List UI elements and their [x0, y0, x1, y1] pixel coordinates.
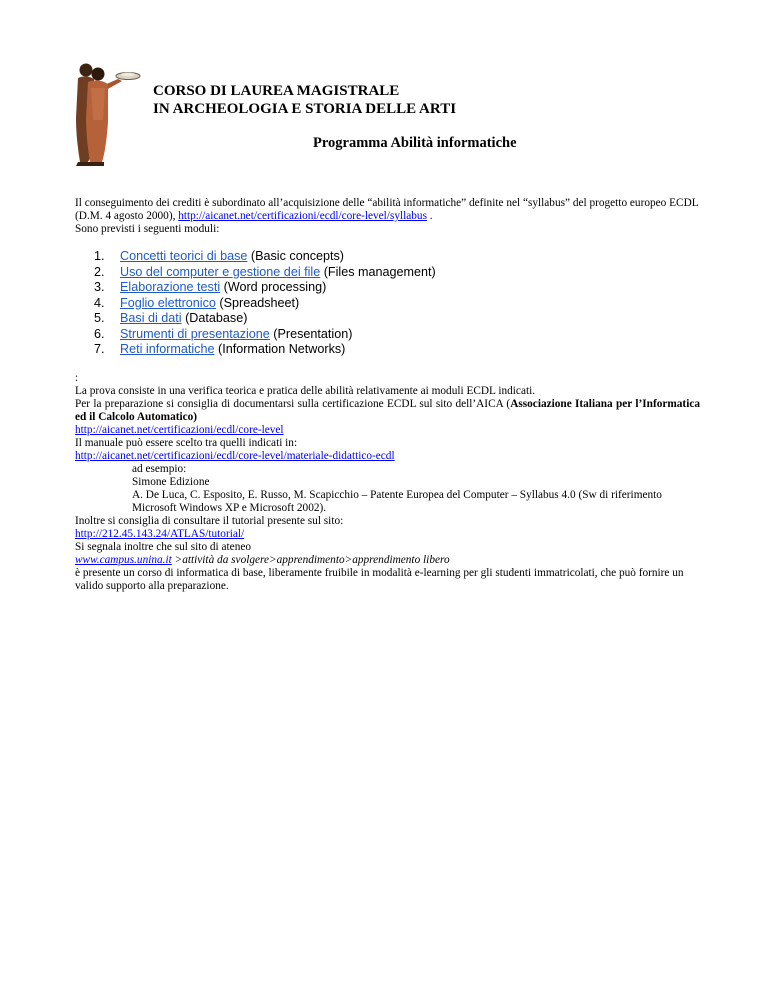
title-line-1: CORSO DI LAUREA MAGISTRALE — [153, 83, 400, 99]
book-reference: A. De Luca, C. Esposito, E. Russo, M. Scapicchio – Patente Europea del Computer – Syllabus 4.0 (Sw di riferimento Microsoft Windows XP e Microsoft 2002). — [132, 488, 662, 514]
list-item — [94, 295, 700, 312]
publisher: Simone Edizione — [132, 475, 210, 488]
manual-text: Il manuale può essere scelto tra quelli indicati in: — [75, 436, 298, 449]
aica-name: Associazione Italiana per l’Informatica ed il Calcolo Automatico) — [75, 397, 700, 423]
module-link-database[interactable]: Basi di dati — [120, 311, 182, 325]
example-label: ad esempio: — [132, 462, 187, 475]
campus-link[interactable]: www.campus.unina.it — [75, 553, 172, 566]
campus-description: è presente un corso di informatica di base, liberamente fruibile in modalità e-learning per gli studenti immatricolati, che può fornire un valido supporto alla preparazione. — [75, 566, 684, 592]
exam-text: La prova consiste in una verifica teorica e pratica delle abilità relativamente ai moduli ECDL indicati. — [75, 384, 536, 397]
module-number: 4. — [94, 295, 105, 310]
page-title — [153, 82, 456, 118]
prep-paragraph — [75, 398, 700, 437]
modules-intro: Sono previsti i seguenti moduli: — [75, 223, 220, 235]
list-item — [94, 249, 700, 265]
module-link-basic-concepts[interactable]: Concetti teorici di base — [120, 249, 248, 263]
module-number: 2. — [94, 264, 105, 279]
modules-list — [75, 249, 700, 358]
manual-link[interactable]: http://aicanet.net/certificazioni/ecdl/core-level/materiale-didattico-ecdl — [75, 449, 395, 462]
document-body — [75, 197, 700, 593]
intro-text: Il conseguimento dei crediti è subordinato all’acquisizione delle “abilità informatiche” definite nel “syllabus” del progetto europeo ECDL (D.M. 4 agosto 2000), — [75, 197, 699, 222]
module-desc: (Information Networks) — [214, 342, 346, 356]
example-block — [75, 463, 700, 515]
module-desc: (Spreadsheet) — [215, 295, 300, 310]
module-link-presentation[interactable]: Strumenti di presentazione — [120, 326, 270, 341]
module-link-files-management[interactable]: Uso del computer e gestione dei file — [120, 264, 321, 279]
module-link-spreadsheet[interactable]: Foglio elettronico — [120, 295, 216, 310]
module-link-word-processing[interactable]: Elaborazione testi — [120, 280, 221, 294]
module-link-networks[interactable]: Reti informatiche — [120, 342, 215, 356]
page-subtitle: Programma Abilità informatiche — [313, 135, 517, 151]
module-number: 6. — [94, 326, 105, 341]
exam-paragraph — [75, 372, 700, 398]
campus-path: >attività da svolgere>apprendimento>apprendimento libero — [171, 553, 450, 566]
manual-paragraph — [75, 437, 700, 463]
campus-text: Si segnala inoltre che sul sito di ateneo — [75, 540, 252, 553]
module-desc: (Database) — [181, 311, 248, 325]
syllabus-link[interactable]: http://aicanet.net/certificazioni/ecdl/core-level/syllabus — [178, 210, 427, 222]
module-desc: (Word processing) — [220, 280, 327, 294]
prep-text: Per la preparazione si consiglia di documentarsi sulla certificazione ECDL sul sito dell’AICA ( — [75, 397, 511, 410]
campus-paragraph — [75, 541, 700, 593]
list-item — [94, 280, 700, 296]
tutorial-text: Inoltre si consiglia di consultare il tutorial presente sul sito: — [75, 514, 344, 527]
module-desc: (Basic concepts) — [247, 249, 344, 263]
intro-text-end: . — [426, 210, 433, 222]
exam-colon: : — [75, 371, 79, 384]
list-item — [94, 342, 700, 358]
intro-paragraph — [75, 197, 700, 236]
module-desc: (Presentation) — [269, 326, 353, 341]
faculty-logo-icon — [58, 58, 168, 168]
list-item — [94, 264, 700, 281]
list-item — [94, 311, 700, 327]
tutorial-link[interactable]: http://212.45.143.24/ATLAS/tutorial/ — [75, 527, 245, 540]
tutorial-paragraph — [75, 515, 700, 541]
module-desc: (Files management) — [320, 264, 436, 279]
module-number: 3. — [94, 280, 105, 294]
aica-link[interactable]: http://aicanet.net/certificazioni/ecdl/core-level — [75, 423, 284, 436]
module-number: 7. — [94, 342, 105, 356]
module-number: 1. — [94, 249, 105, 263]
list-item — [94, 326, 700, 343]
title-line-2: IN ARCHEOLOGIA E STORIA DELLE ARTI — [153, 101, 457, 117]
module-number: 5. — [94, 311, 105, 325]
